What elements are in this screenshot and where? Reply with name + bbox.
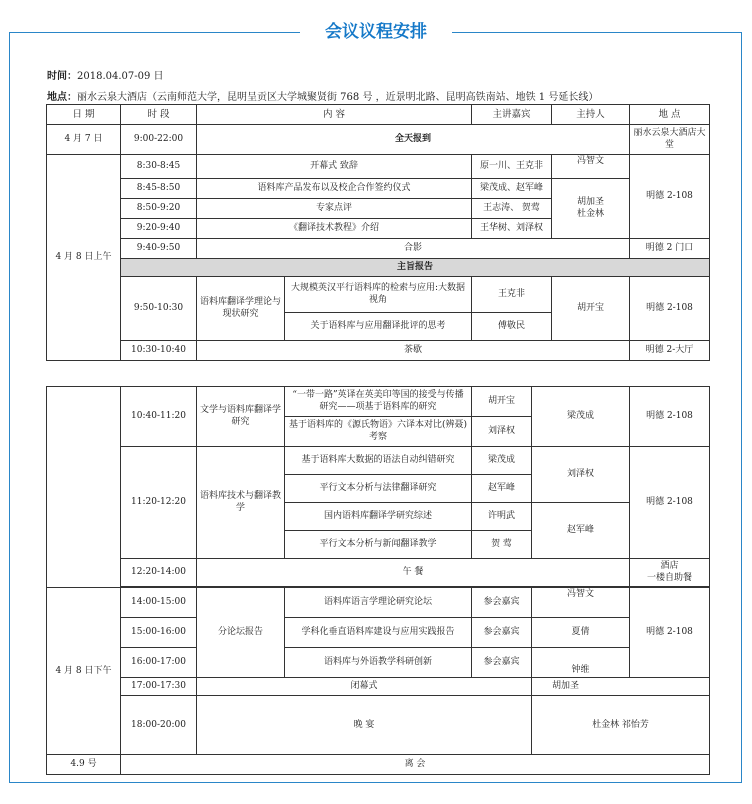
table-row	[47, 678, 710, 696]
page-title: 会议议程安排	[300, 18, 452, 46]
content-cell: 语料库与外语教学科研创新	[285, 648, 472, 678]
date-cell: 4 月 8 日下午	[47, 588, 121, 755]
content-cell: 国内语料库翻译学研究综述	[285, 503, 472, 531]
content-cell: 基于语料库大数据的语法自动纠错研究	[285, 447, 472, 475]
time-cell: 9:50-10:30	[121, 277, 197, 341]
time-cell: 16:00-17:00	[121, 648, 197, 678]
content-cell: 合影	[197, 239, 630, 259]
topic-cell: 语料库翻译学理论与现状研究	[197, 277, 285, 341]
schedule-table-continued	[46, 386, 710, 775]
content-cell: 语料库语言学理论研究论坛	[285, 588, 472, 618]
speaker-cell: 王克非	[472, 277, 552, 313]
speaker-cell: 王志涛、 贺莺	[472, 199, 552, 219]
host-cell: 胡加圣 杜金林	[552, 179, 630, 239]
header-time: 时 段	[121, 105, 197, 125]
speaker-cell: 梁茂成、赵军峰	[472, 179, 552, 199]
speaker-cell: 许明武	[472, 503, 532, 531]
place-value: 丽水云泉大酒店（云南师范大学，昆明呈贡区大学城聚贤街 768 号 ，近景明北路、昆明高铁南站、地铁 1 号延长线）	[77, 92, 599, 103]
topic-cell: 文学与语料库翻译学研究	[197, 387, 285, 447]
table-row	[47, 125, 710, 155]
host-cell: 夏倩	[532, 618, 630, 648]
content-cell: 全天报到	[197, 125, 630, 155]
table-row	[47, 559, 710, 587]
content-cell: 语料库产品发布以及校企合作签约仪式	[197, 179, 472, 199]
topic-cell: 语料库技术与翻译教学	[197, 447, 285, 559]
content-cell: 开幕式 致辞	[197, 155, 472, 179]
meeting-time	[47, 67, 164, 82]
table-row	[47, 648, 710, 678]
place-cell: 明德 2 门口	[630, 239, 710, 259]
place-cell: 明德 2-大厅	[630, 341, 710, 361]
date-cell: 4 月 8 日上午	[47, 155, 121, 361]
time-cell: 14:00-15:00	[121, 588, 197, 618]
keynote-heading: 主旨报告	[121, 259, 710, 277]
content-cell: 专家点评	[197, 199, 472, 219]
table-row	[47, 387, 710, 417]
host-cell: 刘泽权	[532, 447, 630, 503]
content-cell: 平行文本分析与新闻翻译教学	[285, 531, 472, 559]
header-host: 主持人	[552, 105, 630, 125]
time-cell: 18:00-20:00	[121, 696, 197, 755]
place-cell: 明德 2-108	[630, 155, 710, 239]
place-cell: 明德 2-108	[630, 588, 710, 678]
time-cell: 8:30-8:45	[121, 155, 197, 179]
content-cell: 大规模英汉平行语料库的检索与应用:大数据视角	[285, 277, 472, 313]
host-cell: 胡加圣	[532, 678, 710, 696]
host-cell: 赵军峰	[532, 503, 630, 559]
host-cell: 冯智文	[532, 588, 630, 618]
time-cell: 10:40-11:20	[121, 387, 197, 447]
content-cell: 闭幕式	[197, 678, 532, 696]
speaker-cell: 参会嘉宾	[472, 648, 532, 678]
speaker-cell: 赵军峰	[472, 475, 532, 503]
time-cell: 9:40-9:50	[121, 239, 197, 259]
speaker-cell: 刘泽权	[472, 417, 532, 447]
header-content: 内 容	[197, 105, 472, 125]
host-cell: 冯智文	[552, 155, 630, 179]
speaker-cell: 参会嘉宾	[472, 618, 532, 648]
host-cell: 杜金林 祁怡芳	[532, 696, 710, 755]
table-row	[47, 618, 710, 648]
topic-cell: 分论坛报告	[197, 588, 285, 678]
place-cell: 明德 2-108	[630, 387, 710, 447]
host-cell: 梁茂成	[532, 387, 630, 447]
table-row	[47, 341, 710, 361]
header-date: 日 期	[47, 105, 121, 125]
speaker-cell: 梁茂成	[472, 447, 532, 475]
table-row	[47, 239, 710, 259]
time-cell: 12:20-14:00	[121, 559, 197, 587]
speaker-cell: 参会嘉宾	[472, 588, 532, 618]
table-row	[47, 179, 710, 199]
keynote-row	[47, 259, 710, 277]
place-cell: 丽水云泉大酒店大堂	[630, 125, 710, 155]
speaker-cell: 贺 莺	[472, 531, 532, 559]
schedule-table-morning	[46, 104, 710, 361]
time-cell: 17:00-17:30	[121, 678, 197, 696]
table-row	[47, 696, 710, 755]
content-cell: 离 会	[121, 755, 710, 775]
date-cell: 4 月 7 日	[47, 125, 121, 155]
table-row	[47, 447, 710, 475]
speaker-cell: 傅敬民	[472, 313, 552, 341]
place-cell: 明德 2-108	[630, 447, 710, 559]
content-cell: 晚 宴	[197, 696, 532, 755]
table-header-row	[47, 105, 710, 125]
time-cell: 11:20-12:20	[121, 447, 197, 559]
date-cell	[47, 387, 121, 588]
time-label: 时间：	[47, 71, 77, 82]
date-cell: 4.9 号	[47, 755, 121, 775]
meeting-place	[47, 88, 598, 103]
time-cell: 8:50-9:20	[121, 199, 197, 219]
table-row	[47, 755, 710, 775]
time-cell: 15:00-16:00	[121, 618, 197, 648]
speaker-cell: 胡开宝	[472, 387, 532, 417]
content-cell: 午 餐	[197, 559, 630, 587]
header-speaker: 主讲嘉宾	[472, 105, 552, 125]
place-cell: 酒店 一楼自助餐	[630, 559, 710, 587]
table-row	[47, 155, 710, 179]
speaker-cell: 王华树、刘泽权	[472, 219, 552, 239]
speaker-cell: 原一川、王克非	[472, 155, 552, 179]
table-row	[47, 588, 710, 618]
time-cell: 9:00-22:00	[121, 125, 197, 155]
time-cell: 9:20-9:40	[121, 219, 197, 239]
content-cell: 关于语料库与应用翻译批评的思考	[285, 313, 472, 341]
content-cell: 基于语料库的《源氏物语》六译本对比(辨聂)考察	[285, 417, 472, 447]
place-label: 地点：	[47, 92, 77, 103]
time-cell: 8:45-8:50	[121, 179, 197, 199]
content-cell: “一带一路”英译在英美印等国的接受与传播研究——项基于语料库的研究	[285, 387, 472, 417]
content-cell: 学科化垂直语料库建设与应用实践报告	[285, 618, 472, 648]
time-value: 2018.04.07-09 日	[77, 71, 164, 82]
content-cell: 茶歇	[197, 341, 630, 361]
host-cell: 胡开宝	[552, 277, 630, 341]
table-row	[47, 277, 710, 313]
host-cell: 钟维	[532, 648, 630, 678]
place-cell: 明德 2-108	[630, 277, 710, 341]
content-cell: 平行文本分析与法律翻译研究	[285, 475, 472, 503]
time-cell: 10:30-10:40	[121, 341, 197, 361]
content-cell: 《翻译技术教程》介绍	[197, 219, 472, 239]
header-place: 地 点	[630, 105, 710, 125]
